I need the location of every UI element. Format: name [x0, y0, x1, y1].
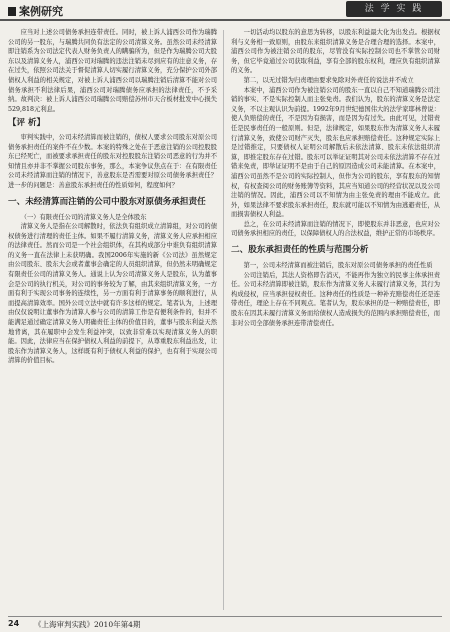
header-rule: [0, 19, 450, 21]
paragraph: 第一，公司未经清算而被注销后，股东对原公司债务承担的责任性质: [243, 262, 433, 270]
paragraph: 总之，在公司未经清算而注销的情况下，即使股东并非恶意，也应对公司债务承担相应的责任，以保障债权人的合法权益，维护正常的市场秩序。: [231, 220, 440, 238]
square-bullet-icon: [8, 7, 16, 16]
section-label: [8, 3, 63, 19]
section-heading: 二、股东承担责任的性质与范围分析: [231, 245, 369, 256]
page-footer: [0, 614, 450, 632]
paragraph: 本案中，浦西公司作为被注销公司的股东一直以自己不知道瑞腾公司注销的事实、不是实际控制人而主张免责。我们认为，股东的清算义务是法定义务，不以主观认识为前提。1992年9月世纪德国伟大的法学家耶林曾说：使人负赔偿的责任，不是因为有损害，而是因为有过失。由此可见，过错责任是民事责任的一般原则。但是，法律规定，如果股东作为清算义务人未履行清算义务，致使公司财产灭失，股东也应承担赔偿责任。这种规定实际上是过错推定，只要债权人证明公司解散后未依法清算、股东未依法组织清算，即推定股东存在过错。股东可以举证证明其对公司未依法清算不存在过错来免责，即举证证明不是由于自己的原因造成公司未能清算。在本案中，浦西公司虽然不是公司的实际控制人，但作为公司的股东，享有股东的知情权，有权查阅公司的财务账簿等资料，其应当知道公司的经营状况以及公司注销的情况。因此，浦西公司以不知情为由主张免责的理由不能成立。此外，如果法律不要求股东承担责任，股东就可能以不知情为由逃避责任，从而损害债权人利益。: [231, 86, 440, 219]
column-divider: [223, 30, 224, 610]
footer-rule: [8, 616, 442, 617]
section-title: 案例研究: [19, 5, 63, 18]
paragraph: 第二，以无过错为归责理由要求免除对外责任的说法并不成立: [243, 76, 414, 84]
paragraph: 清算义务人是指在公司解散时，依法负有组织成立清算组，对公司的债权债务进行清理的责任主体。如果不履行清算义务，清算义务人应承担相应的法律责任。然而公司是一个社会组织体，在其构成部分中谁负有组织清算的义务一直在法律上未获明确。我国2006年实施的新《公司法》虽然规定由公司股东、股东大会或者董事会确定的人员组织清算，但仍然未明确规定有限责任公司的清算义务人。通说上认为公司清算义务人是股东，认为董事会是公司的执行机关，对公司的事务较为了解，由其来组织清算义务，一方面有利于实现公司事务的连续性，另一方面有利于清算事务的顺利进行，从而提高清算效率。国外公司立法中就有许多这样的规定。笔者认为，上述理由仅仅说明让董事作为清算人参与公司的清算工作是有便利条件的，但并不能满足通过确定清算义务人明确责任主体的价值目的，董事与股东利益天然地背离，其在履职中会发生利益冲突，以致非常难以实现清算义务人的职能。因此，法律应当在保护债权人利益的前提下，从尊重股东利益出发，让股东作为清算义务人，这样既有利于债权人利益的保护，也有利于实现公司清算的价值目标。: [8, 223, 217, 365]
paragraph: 公司注销后，其法人资格即告消灭，不能再作为独立的民事主体承担责任。公司未经清算即被注销，股东作为清算义务人未履行清算义务，其行为构成侵权，应当承担侵权责任。这种责任的性质是一种补充赔偿责任还是连带责任，理论上存在不同观点。笔者认为，股东承担的是一种赔偿责任，即股东在因其未履行清算义务而给债权人造成损失的范围内承担赔偿责任，而非对公司全部债务承担连带清偿责任。: [231, 271, 440, 327]
comment-heading: 【评 析】: [8, 118, 45, 129]
paragraph: 应当对上述公司债务承担连带责任。同时，被上诉人浦西公司作为瑞腾公司的另一股东，与瑞腾共同负有法定的公司清算义务。虽然公司未经清算即注销系为公司法定代表人财务负责人的瞒骗所为，但是作为瑞腾公司大股东以及清算义务人，浦西公司对瑞腾的违法注销未尽到应有的注意义务，存在过失，依照公司法关于督促清算人切实履行清算义务，充分保护公司外部债权人利益的相关规定，对被上诉人浦西公司以瑞腾注销后清算不能对公司债务承担不利法律后果，浦西公司对瑞腾债务应承担的法律责任，不予采纳。故判决：被上诉人浦西公司瑞腾公司赔偿苏州市天合板材批发中心损失529,818元利息。: [8, 29, 217, 113]
paragraph: 审判实践中，公司未经清算而被注销的，债权人要求公司股东对原公司债务承担责任的案件不在少数。本案的特殊之处在于恶意注销的公司控股股东已经死亡，而被要求承担责任的股东对控股股东注销公司恶意的行为并不知情且亦并非不掌握公司股东事务，那么，本案争议焦点在于：在有限责任公司未经清算而注销的情况下，善意股东是否需要对原公司债务承担责任？进一步的问题是：善意股东承担责任的性质如何，程度如何？: [8, 133, 217, 189]
right-column: [231, 28, 440, 328]
section-heading: 一、未经清算而注销的公司中股东对原债务承担责任: [8, 196, 206, 207]
left-column: [8, 28, 217, 366]
page-number: 24: [8, 619, 20, 628]
page-header: [0, 0, 450, 22]
journal-title: 《上海审判实践》2010年第4期: [34, 620, 141, 629]
header-decoration: 法 学 实 践: [346, 1, 442, 17]
subheading: （一）有限责任公司的清算义务人是全体股东: [20, 213, 147, 221]
paragraph: 一切活动均以股东的意思为转移，以股东利益最大化为出发点。根据权利与义务相一致原则，由股东来组织清算义务是合理合理的选择。本案中，浦西公司作为被注销公司的股东，尽管没有实际控制公司也不掌管公司财务，但它毕竟通过公司获取利益，享有全部的股东权利，理应负有组织清算的义务。: [231, 29, 440, 75]
